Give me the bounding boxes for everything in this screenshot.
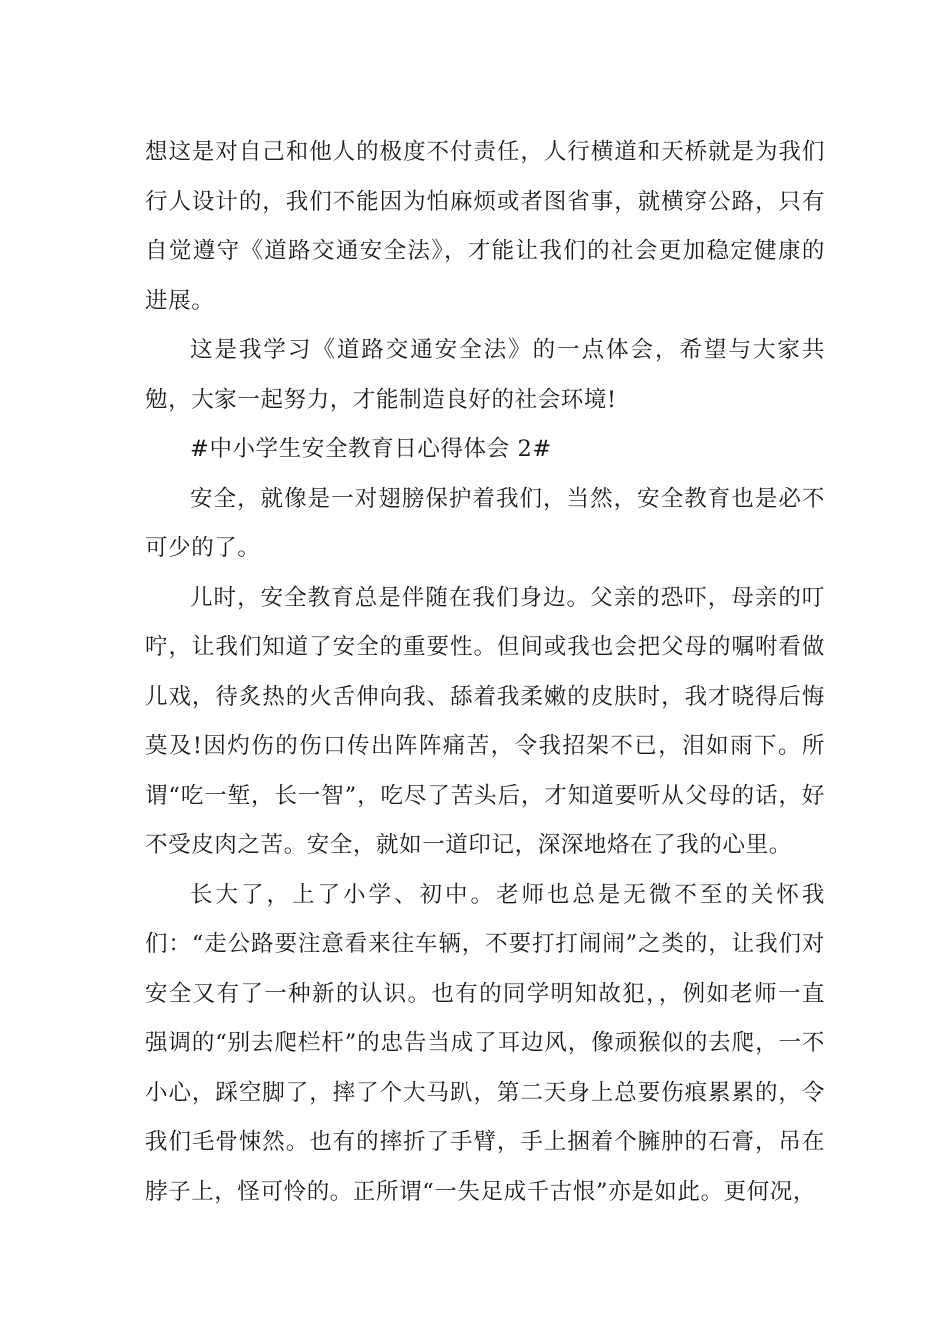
paragraph-1: 想这是对自己和他人的极度不付责任，人行横道和天桥就是为我们行人设计的，我们不能因为怕麻烦或者图省事，就横穿公路，只有自觉遵守《道路交通安全法》，才能让我们的社会更加稳定健康的进展。	[145, 139, 825, 314]
paragraph-2: 这是我学习《道路交通安全法》的一点体会，希望与大家共勉，大家一起努力，才能制造良好的社会环境!	[145, 337, 825, 413]
paragraph-3: 安全，就像是一对翅膀保护着我们，当然，安全教育也是必不可少的了。	[145, 485, 825, 561]
document-body	[145, 128, 825, 1217]
section-heading: #中小学生安全教育日心得体会 2#	[190, 436, 552, 462]
paragraph-4: 儿时，安全教育总是伴随在我们身边。父亲的恐吓，母亲的叮咛，让我们知道了安全的重要性。但间或我也会把父母的嘱咐看做儿戏，待炙热的火舌伸向我、舔着我柔嫩的皮肤时，我才晓得后悔莫及!因灼伤的伤口传出阵阵痛苦，令我招架不已，泪如雨下。所谓“吃一堑，长一智”，吃尽了苦头后，才知道要听从父母的话，好不受皮肉之苦。安全，就如一道印记，深深地烙在了我的心里。	[145, 584, 825, 858]
paragraph-5: 长大了，上了小学、初中。老师也总是无微不至的关怀我们：“走公路要注意看来往车辆，不要打打闹闹”之类的，让我们对安全又有了一种新的认识。也有的同学明知故犯，，例如老师一直强调的“别去爬栏杆”的忠告当成了耳边风，像顽猴似的去爬，一不小心，踩空脚了，摔了个大马趴，第二天身上总要伤痕累累的，令我们毛骨悚然。也有的摔折了手臂，手上捆着个臃肿的石膏，吊在脖子上，怪可怜的。正所谓“一失足成千古恨”亦是如此。更何况，	[145, 881, 825, 1205]
